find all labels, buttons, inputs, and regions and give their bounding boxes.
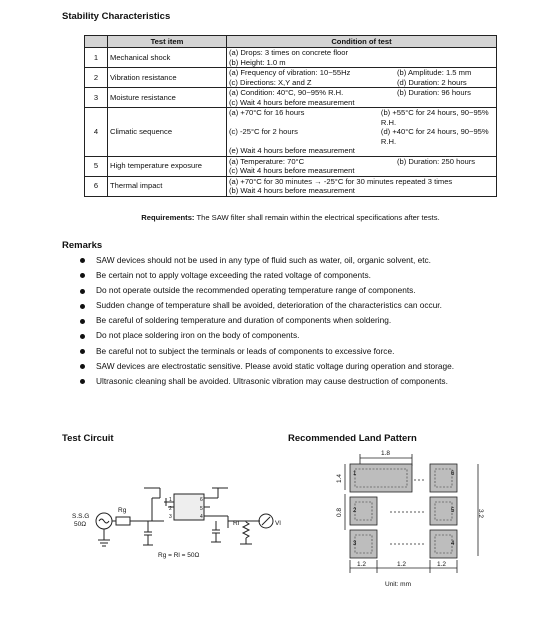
dim-top: 1.8: [381, 450, 391, 457]
remark-text: Be careful not to subject the terminals or leads of components to excessive force.: [96, 345, 395, 356]
condition-line: [229, 98, 494, 108]
dim-bottom-3: 1.2: [437, 561, 447, 568]
test-condition: [227, 156, 497, 176]
bullet-icon: [80, 364, 85, 369]
table-header-row: [85, 36, 497, 48]
vl-label: Vl: [275, 520, 281, 527]
remark-text: SAW devices are electrostatic sensitive. Please avoid static voltage during operation and storage.: [96, 360, 455, 371]
header-test-item: Test item: [108, 36, 227, 48]
condition-text: (c) Wait 4 hours before measurement: [229, 166, 355, 175]
test-number: 4: [85, 108, 108, 157]
condition-text: (d) Duration: 2 hours: [397, 77, 467, 87]
condition-line: [229, 127, 494, 146]
table-row: [85, 48, 497, 68]
header-condition: Condition of test: [227, 36, 497, 48]
condition-text: (a) Frequency of vibration: 10~55Hz: [229, 68, 351, 77]
condition-line: [229, 146, 494, 156]
test-circuit-diagram: [68, 474, 288, 564]
condition-line: [229, 88, 494, 98]
test-condition: [227, 88, 497, 108]
dim-bottom-2: 1.2: [397, 561, 407, 568]
dim-bottom-1: 1.2: [357, 561, 367, 568]
ssg-impedance-label: 50Ω: [74, 521, 87, 528]
remark-text: Ultrasonic cleaning shall be avoided. Ultrasonic vibration may cause destruction of components.: [96, 375, 448, 386]
remark-item: [80, 359, 454, 374]
condition-line: [229, 157, 494, 167]
remarks-title: Remarks: [62, 240, 103, 251]
ssg-label: S.S.G: [72, 513, 90, 520]
remark-item: [80, 298, 454, 313]
pad-number: 3: [353, 541, 357, 547]
test-number: 5: [85, 156, 108, 176]
remark-text: Be certain not to apply voltage exceeding the rated voltage of components.: [96, 270, 371, 281]
bullet-icon: [80, 334, 85, 339]
dim-left-mid: 0.8: [336, 507, 343, 517]
bullet-icon: [80, 273, 85, 278]
remark-text: Be careful of soldering temperature and duration of components when soldering.: [96, 315, 392, 326]
pad-number: 4: [451, 541, 455, 547]
test-item: Mechanical shock: [108, 48, 227, 68]
condition-text: (a) Condition: 40°C, 90~95% R.H.: [229, 88, 344, 97]
condition-line: [229, 177, 494, 187]
remark-item: [80, 313, 454, 328]
bullet-icon: [80, 304, 85, 309]
test-item: High temperature exposure: [108, 156, 227, 176]
bullet-icon: [80, 349, 85, 354]
table-row: [85, 156, 497, 176]
pad-number: 2: [353, 508, 357, 514]
rg-resistor: [116, 517, 130, 525]
land-pad: [430, 464, 457, 492]
land-pad: [350, 464, 412, 492]
remark-item: [80, 268, 454, 283]
requirements-text: The SAW filter shall remain within the electrical specifications after tests.: [196, 213, 440, 222]
remark-item: [80, 344, 454, 359]
header-no: [85, 36, 108, 48]
test-number: 6: [85, 176, 108, 196]
rl-label: Rl: [233, 520, 240, 527]
remark-text: Do not operate outside the recommended operating temperature range of components.: [96, 285, 416, 296]
pin-2: 2: [169, 506, 172, 512]
condition-text: (a) +70°C for 30 minutes → -25°C for 30 minutes repeated 3 times: [229, 176, 453, 186]
condition-text: (e) Wait 4 hours before measurement: [229, 146, 355, 155]
pin-4: 4: [200, 514, 203, 520]
condition-line: [229, 186, 494, 196]
remark-item: [80, 283, 454, 298]
test-circuit-title: Test Circuit: [62, 433, 114, 444]
condition-line: [229, 166, 494, 176]
condition-text: (b) Wait 4 hours before measurement: [229, 186, 355, 195]
dim-left-top: 1.4: [336, 473, 343, 483]
test-item: Thermal impact: [108, 176, 227, 196]
condition-text: (c) Wait 4 hours before measurement: [229, 97, 355, 107]
table-row: [85, 108, 497, 157]
table-row: [85, 176, 497, 196]
test-item: Climatic sequence: [108, 108, 227, 157]
condition-text: (b) Height: 1.0 m: [229, 57, 286, 67]
remark-item: [80, 328, 454, 343]
table-row: [85, 88, 497, 108]
condition-line: [229, 78, 494, 88]
condition-text: (c) Directions: X,Y and Z: [229, 77, 312, 87]
pad-number: 1: [353, 471, 357, 477]
test-condition: [227, 108, 497, 157]
remark-text: SAW devices should not be used in any type of fluid such as water, oil, organic solvent, etc.: [96, 255, 431, 265]
pin-6: 6: [200, 497, 203, 503]
stability-table: [84, 35, 497, 197]
test-condition: [227, 48, 497, 68]
stability-title: Stability Characteristics: [62, 11, 171, 22]
bullet-icon: [80, 289, 85, 294]
condition-text: (a) Drops: 3 times on concrete floor: [229, 48, 349, 57]
pin-3: 3: [169, 514, 172, 520]
requirements-line: [84, 213, 497, 222]
remark-item: [80, 253, 454, 268]
condition-line: [229, 48, 494, 58]
test-condition: [227, 68, 497, 88]
condition-line: [229, 58, 494, 68]
condition-text: (a) +70°C for 16 hours: [229, 108, 305, 117]
impedance-formula: Rg = Rl = 50Ω: [158, 552, 200, 559]
condition-line: [229, 68, 494, 78]
condition-text: (a) Temperature: 70°C: [229, 156, 305, 166]
test-number: 1: [85, 48, 108, 68]
land-pattern-diagram: [330, 446, 490, 591]
test-number: 3: [85, 88, 108, 108]
pad-number: 5: [451, 508, 455, 514]
land-pattern-title: Recommended Land Pattern: [288, 433, 417, 444]
remark-item: [80, 374, 454, 389]
bullet-icon: [80, 258, 85, 263]
condition-text: (b) +55°C for 24 hours, 90~95% R.H.: [380, 108, 489, 127]
unit-label: Unit: mm: [385, 581, 411, 588]
bullet-icon: [80, 319, 85, 324]
table-row: [85, 68, 497, 88]
remark-text: Do not place soldering iron on the body of components.: [96, 330, 300, 341]
bullet-icon: [80, 379, 85, 384]
rg-label: Rg: [118, 507, 127, 514]
requirements-label: Requirements:: [141, 213, 195, 222]
condition-text: (b) Duration: 250 hours: [397, 156, 476, 166]
remark-text: Sudden change of temperature shall be avoided, deterioration of the characteristics can occur.: [96, 300, 442, 311]
condition-text: (b) Amplitude: 1.5 mm: [397, 68, 472, 77]
test-number: 2: [85, 68, 108, 88]
test-item: Moisture resistance: [108, 88, 227, 108]
condition-line: [229, 108, 494, 127]
remarks-list: [80, 253, 454, 389]
pad-number: 6: [451, 471, 455, 477]
dim-right: 3.2: [477, 509, 484, 519]
pin-5: 5: [200, 506, 203, 512]
condition-text: (b) Duration: 96 hours: [397, 88, 471, 97]
condition-text: (d) +40°C for 24 hours, 90~95% R.H.: [380, 127, 489, 146]
test-item: Vibration resistance: [108, 68, 227, 88]
rl-resistor: [243, 522, 249, 538]
pin-1: 1: [169, 497, 172, 503]
test-condition: [227, 176, 497, 196]
condition-text: (c) -25°C for 2 hours: [229, 127, 298, 136]
